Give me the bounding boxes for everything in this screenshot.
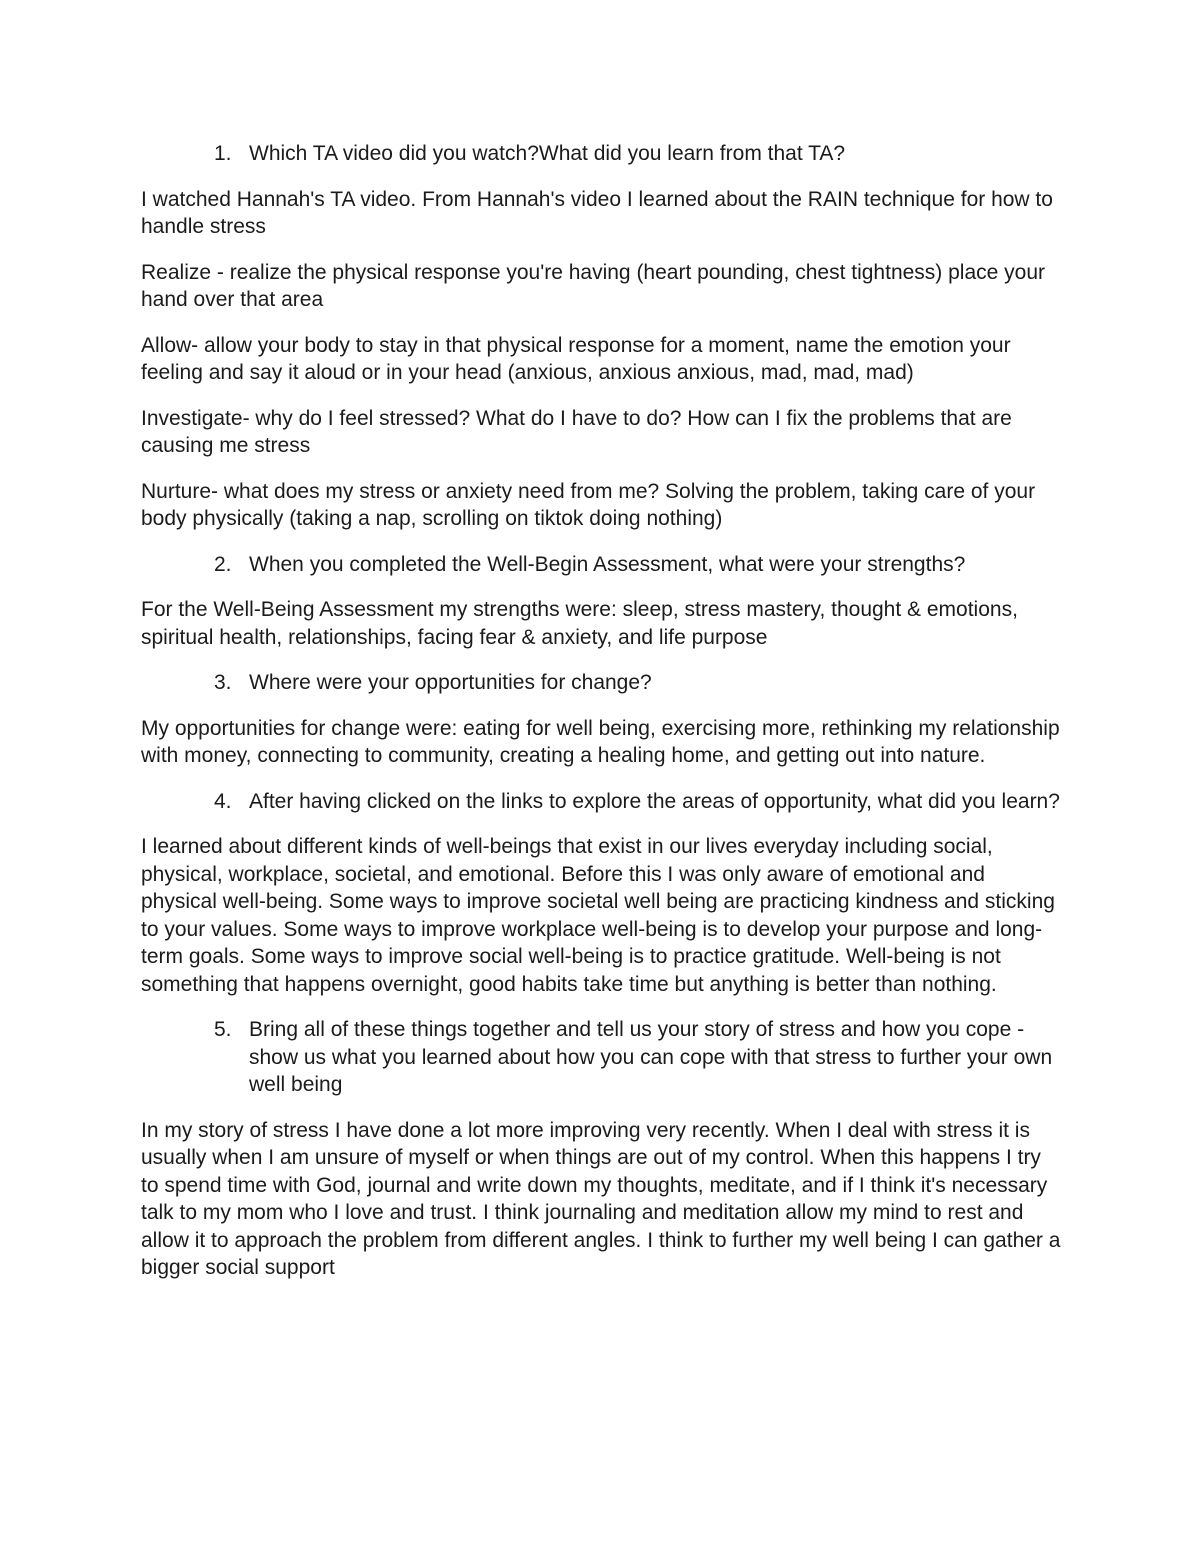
question-4 — [141, 788, 1061, 816]
question-text: When you completed the Well-Begin Assessment, what were your strengths? — [249, 552, 966, 576]
question-number: 3. — [214, 671, 232, 694]
question-text: Bring all of these things together and tell us your story of stress and how you cope - show us what you learned about how you can cope with that stress to further your own well being — [249, 1018, 1053, 1096]
document-body — [141, 140, 1061, 1300]
answer-1-investigate: Investigate- why do I feel stressed? What do I have to do? How can I fix the problems that are causing me stress — [141, 406, 1012, 457]
answer-2: For the Well-Being Assessment my strengths were: sleep, stress mastery, thought & emotions, spiritual health, relationships, facing fear & anxiety, and life purpose — [141, 598, 1018, 649]
question-text: After having clicked on the links to explore the areas of opportunity, what did you learn? — [249, 789, 1060, 813]
answer-5: In my story of stress I have done a lot more improving very recently. When I deal with stress it is usually when I am unsure of myself or when things are out of my control. When this happens I try to spend time with God, journal and write down my thoughts, meditate, and if I think it's necessary talk to my mom who I love and trust. I think journaling and meditation allow my mind to rest and allow it to approach the problem from different angles. I think to further my well being I can gather a bigger social support — [141, 1118, 1061, 1279]
answer-1-intro: I watched Hannah's TA video. From Hannah's video I learned about the RAIN technique for how to handle stress — [141, 187, 1053, 238]
answer-1-allow: Allow- allow your body to stay in that physical response for a moment, name the emotion your feeling and say it aloud or in your head (anxious, anxious anxious, mad, mad, mad) — [141, 333, 1011, 384]
answer-3: My opportunities for change were: eating for well being, exercising more, rethinking my relationship with money, connecting to community, creating a healing home, and getting out into nature. — [141, 716, 1060, 767]
question-number: 1. — [214, 142, 232, 165]
answer-1-realize: Realize - realize the physical response you're having (heart pounding, chest tightness) place your hand over that area — [141, 260, 1046, 311]
question-number: 2. — [214, 552, 232, 576]
question-3 — [141, 669, 1061, 697]
question-number: 5. — [214, 1018, 232, 1041]
question-text: Which TA video did you watch?What did you learn from that TA? — [249, 142, 846, 165]
question-text: Where were your opportunities for change? — [249, 671, 652, 694]
question-number: 4. — [214, 789, 232, 813]
question-5 — [141, 1016, 1061, 1099]
question-1 — [141, 140, 1061, 168]
answer-1-nurture: Nurture- what does my stress or anxiety need from me? Solving the problem, taking care of your body physically (taking a nap, scrolling on tiktok doing nothing) — [141, 479, 1036, 530]
answer-4: I learned about different kinds of well-beings that exist in our lives everyday including social, physical, workplace, societal, and emotional. Before this I was only aware of emotional and physical well-being. Some ways to improve societal well being are practicing kindness and sticking to your values. Some ways to improve workplace well-being is to develop your purpose and long-term goals. Some ways to improve social well-being is to practice gratitude. Well-being is not something that happens overnight, good habits take time but anything is better than nothing. — [141, 835, 1055, 996]
question-2 — [141, 551, 1061, 579]
